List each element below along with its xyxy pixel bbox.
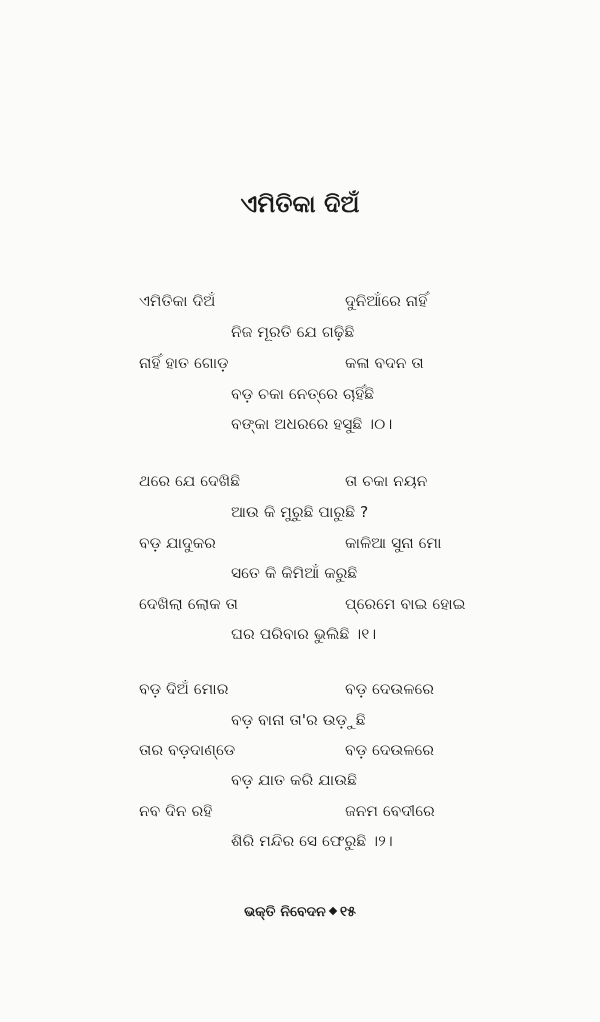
- stanza-2-line-4-right: ଜନମ ବେଦୀରେ: [345, 802, 435, 820]
- stanza-1-line-2-left: ବଡ଼ ଯାଦୁକର: [139, 534, 216, 552]
- stanza-0-line-2-left: ନାହିଁ ହାତ ଗୋଡ଼: [139, 354, 229, 372]
- stanza-0-line-1: ନିଜ ମୂରତି ଯେ ଗଢ଼ିଛି: [231, 323, 355, 341]
- stanza-1-line-4-right: ପ୍ରେମେ ବାଇ ହୋଇ: [345, 595, 466, 613]
- stanza-2-line-1: ବଡ଼ ବାନା ତା'ର ଉଡ଼ୁଛି: [231, 711, 366, 729]
- stanza-2-line-4-left: ନବ ଦିନ ରହି: [139, 802, 213, 820]
- stanza-2-line-0-left: ବଡ଼ ଦିଅଁ ମୋର: [139, 680, 229, 698]
- stanza-0-line-4: ବଙ୍କା ଅଧରରେ ହସୁଛି ।୦।: [231, 415, 393, 433]
- stanza-1-line-0-right: ତା ଚକା ନୟନ: [345, 472, 428, 490]
- stanza-0-line-0-left: ଏମିତିକା ଦିଅଁ: [139, 292, 216, 310]
- poem-title: ଏମିତିକା ଦିଅଁ: [240, 190, 360, 218]
- stanza-0-line-3: ବଡ଼ ଚକା ନେତ୍ରେ ଚାହିଁଛି: [231, 385, 375, 403]
- stanza-2-line-2-left: ତାର ବଡ଼ଦାଣ୍ଡେ: [139, 741, 236, 759]
- diamond-separator-icon: [329, 907, 337, 915]
- stanza-1-line-2-right: କାଳିଆ ସୁନା ମୋ: [345, 534, 442, 552]
- page-footer: [0, 901, 600, 923]
- stanza-1-line-0-left: ଥରେ ଯେ ଦେଖିଛି: [139, 472, 241, 490]
- page-number: ୧୫: [339, 904, 356, 920]
- book-title: ଭକ୍ତି ନିବେଦନ: [244, 904, 326, 920]
- stanza-2-line-3: ବଡ଼ ଯାତ କରି ଯାଉଛି: [231, 771, 357, 789]
- stanza-2-line-5: ଶିରି ମନ୍ଦିର ସେ ଫେରୁଛି ।୨।: [231, 832, 393, 850]
- stanza-0-line-2-right: କଳା ବଦନ ତା: [345, 354, 424, 372]
- stanza-1-line-5: ଘର ପରିବାର ଭୁଲିଛି ।୧।: [231, 625, 377, 643]
- stanza-1-line-4-left: ଦେଖିଲା ଲୋକ ତା: [139, 595, 238, 613]
- stanza-0-line-0-right: ଦୁନିଆଁରେ ନାହିଁ: [345, 292, 428, 310]
- stanza-2-line-2-right: ବଡ଼ ଦେଉଳରେ: [345, 741, 435, 759]
- stanza-2-line-0-right: ବଡ଼ ଦେଉଳରେ: [345, 680, 435, 698]
- stanza-1-line-3: ସତେ କି କିମିଆଁ କରୁଛି: [231, 564, 358, 582]
- stanza-1-line-1: ଆଉ କି ମୁରୁଛି ପାରୁଛି ?: [231, 503, 369, 521]
